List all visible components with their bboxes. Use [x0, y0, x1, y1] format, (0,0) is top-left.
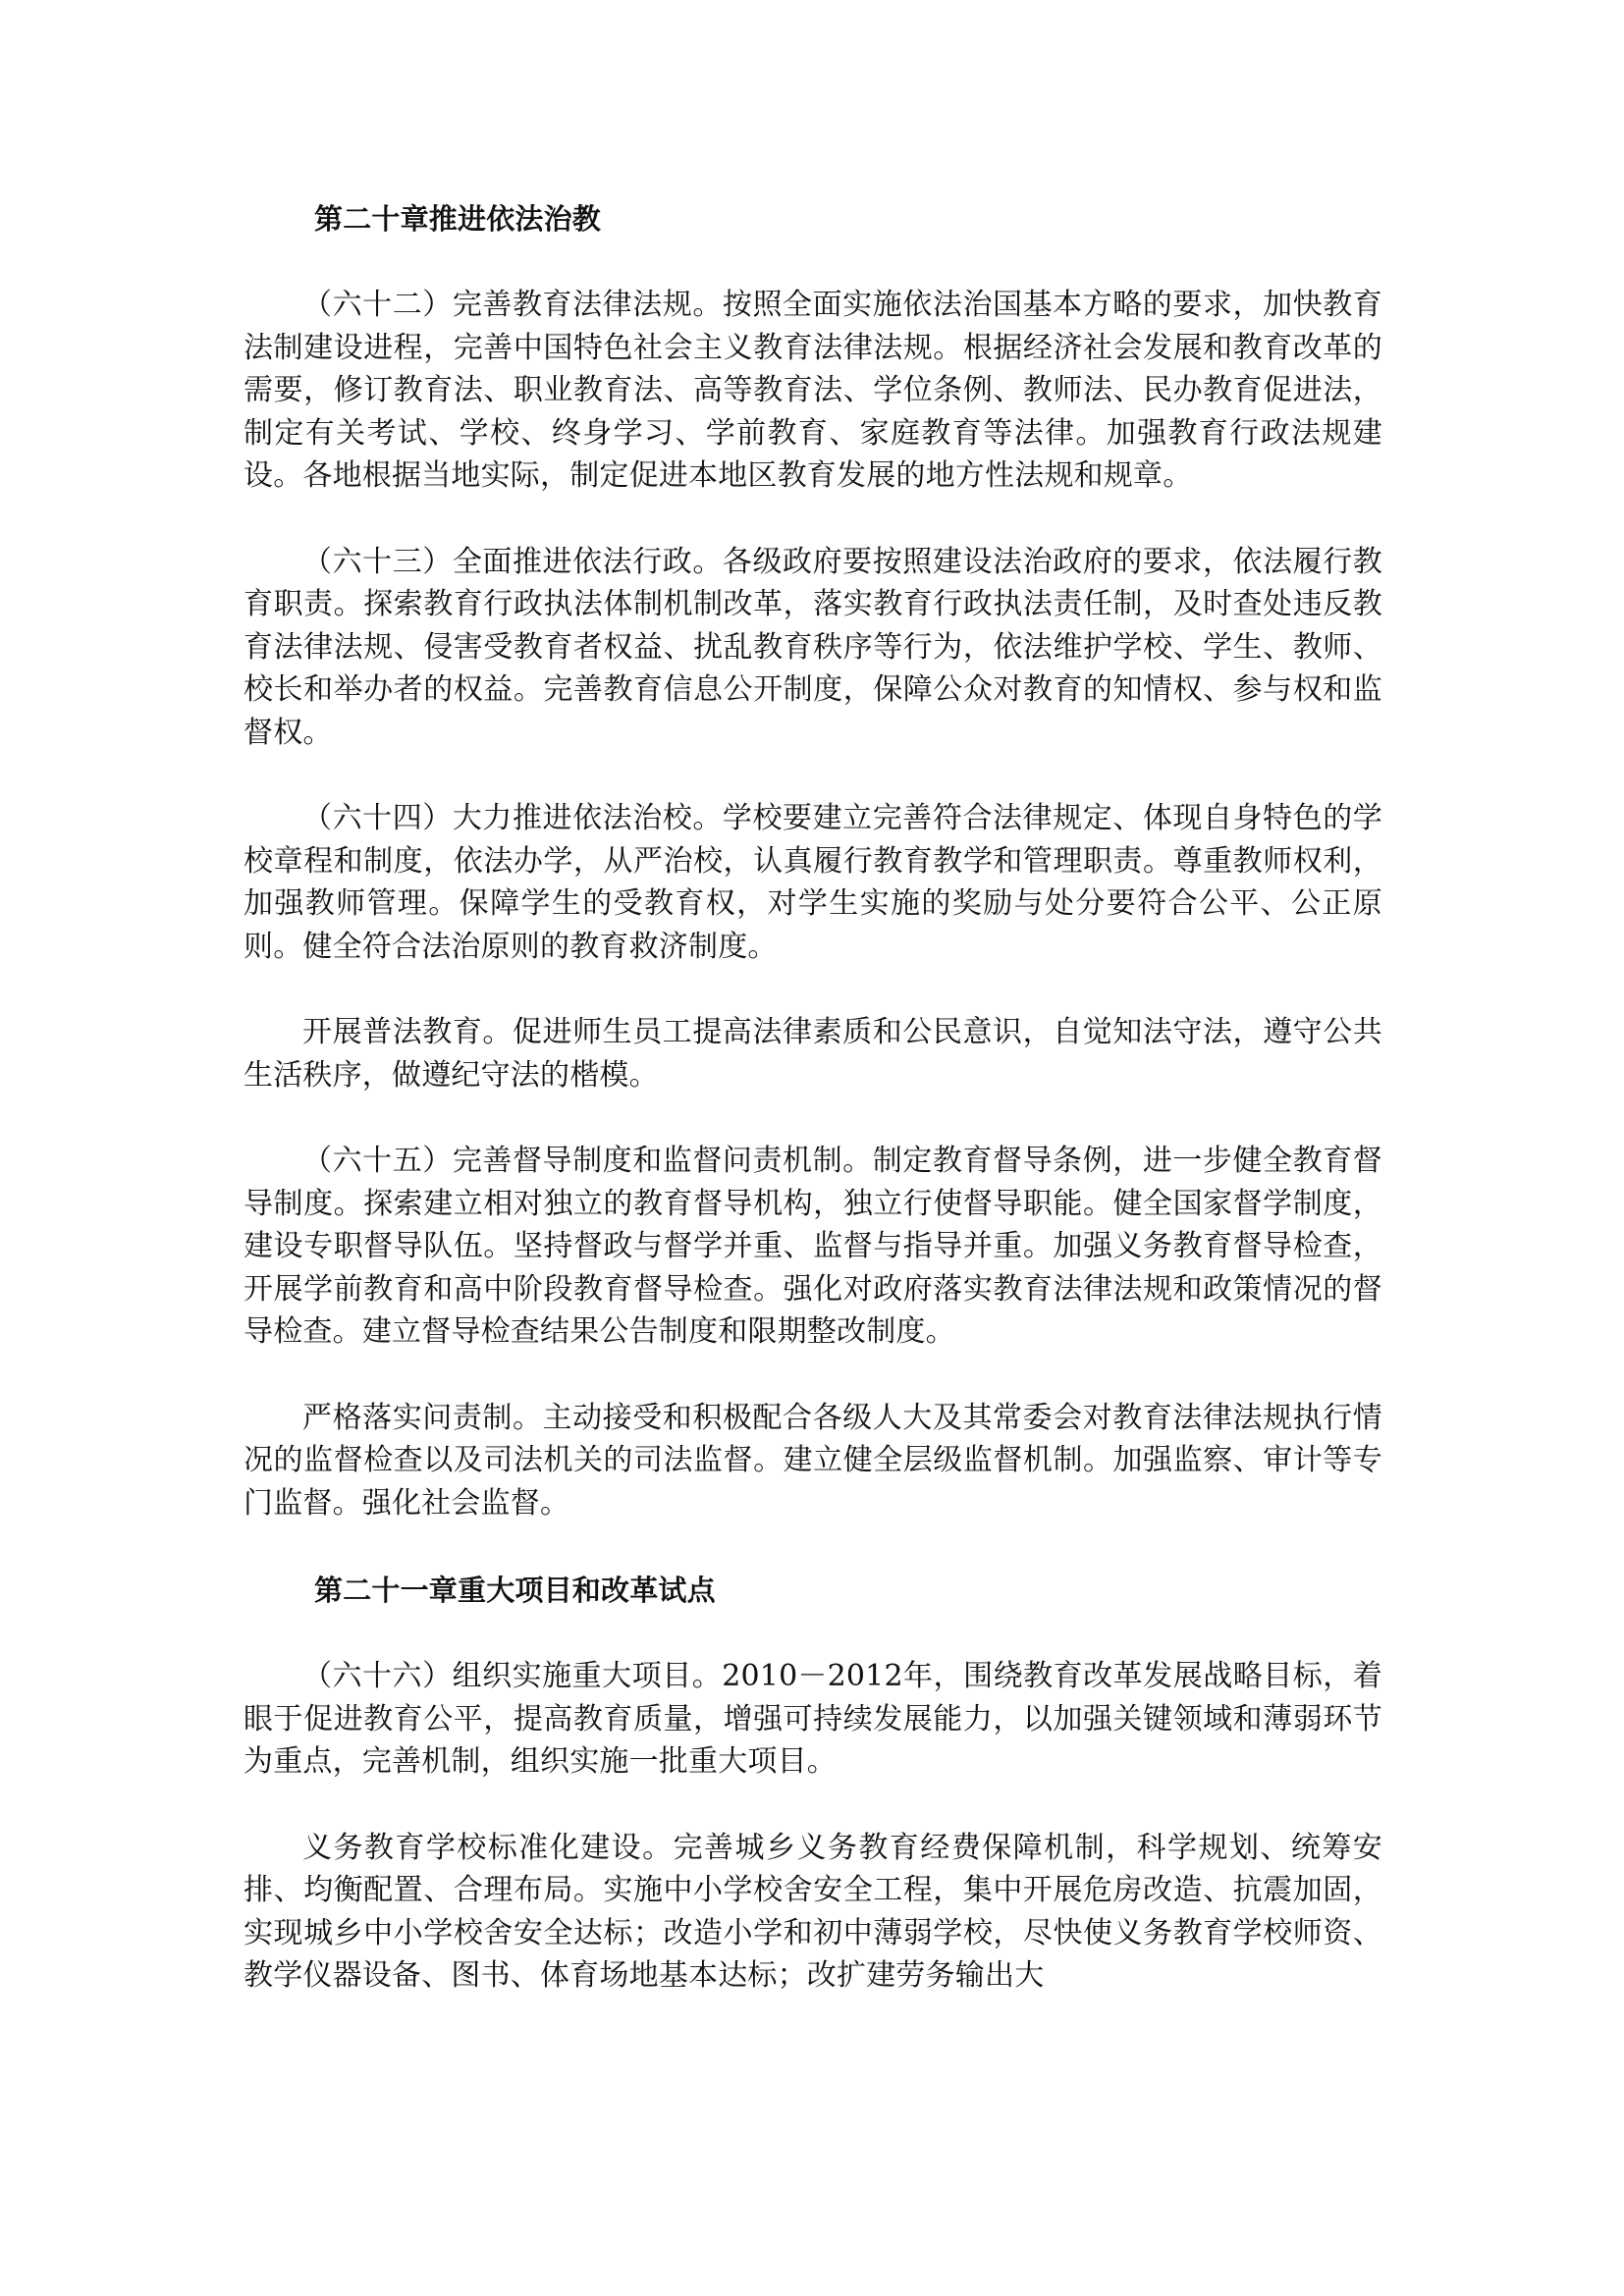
- chapter-heading: 第二十章推进依法治教: [314, 202, 602, 236]
- paragraph: （六十四）大力推进依法治校。学校要建立完善符合法律规定、体现自身特色的学校章程和制度，依法办学，从严治校，认真履行教育教学和管理职责。尊重教师权利，加强教师管理。保障学生的受教育权，对学生实施的奖励与处分要符合公平、公正原则。健全符合法治原则的教育救济制度。: [244, 801, 1382, 964]
- paragraph: （六十六）组织实施重大项目。2010－2012年，围绕教育改革发展战略目标，着眼于促进教育公平，提高教育质量，增强可持续发展能力，以加强关键领域和薄弱环节为重点，完善机制，组织实施一批重大项目。: [244, 1659, 1382, 1779]
- paragraph: 严格落实问责制。主动接受和积极配合各级人大及其常委会对教育法律法规执行情况的监督检查以及司法机关的司法监督。建立健全层级监督机制。加强监察、审计等专门监督。强化社会监督。: [244, 1400, 1382, 1521]
- paragraph: （六十三）全面推进依法行政。各级政府要按照建设法治政府的要求，依法履行教育职责。探索教育行政执法体制机制改革，落实教育行政执法责任制，及时查处违反教育法律法规、侵害受教育者权益、扰乱教育秩序等行为，依法维护学校、学生、教师、校长和举办者的权益。完善教育信息公开制度，保障公众对教育的知情权、参与权和监督权。: [244, 544, 1382, 750]
- paragraph: （六十五）完善督导制度和监督问责机制。制定教育督导条例，进一步健全教育督导制度。探索建立相对独立的教育督导机构，独立行使督导职能。健全国家督学制度，建设专职督导队伍。坚持督政与督学并重、监督与指导并重。加强义务教育督导检查，开展学前教育和高中阶段教育督导检查。强化对政府落实教育法律法规和政策情况的督导检查。建立督导检查结果公告制度和限期整改制度。: [244, 1144, 1382, 1349]
- page-content: [244, 198, 1382, 1998]
- paragraph: 开展普法教育。促进师生员工提高法律素质和公民意识，自觉知法守法，遵守公共生活秩序，做遵纪守法的楷模。: [244, 1015, 1382, 1093]
- paragraph: （六十二）完善教育法律法规。按照全面实施依法治国基本方略的要求，加快教育法制建设进程，完善中国特色社会主义教育法律法规。根据经济社会发展和教育改革的需要，修订教育法、职业教育法、高等教育法、学位条例、教师法、民办教育促进法，制定有关考试、学校、终身学习、学前教育、家庭教育等法律。加强教育行政法规建设。各地根据当地实际，制定促进本地区教育发展的地方性法规和规章。: [244, 288, 1382, 493]
- paragraph: 义务教育学校标准化建设。完善城乡义务教育经费保障机制，科学规划、统筹安排、均衡配置、合理布局。实施中小学校舍安全工程，集中开展危房改造、抗震加固，实现城乡中小学校舍安全达标；改造小学和初中薄弱学校，尽快使义务教育学校师资、教学仪器设备、图书、体育场地基本达标；改扩建劳务输出大: [244, 1830, 1382, 1993]
- chapter-heading: 第二十一章重大项目和改革试点: [314, 1574, 716, 1607]
